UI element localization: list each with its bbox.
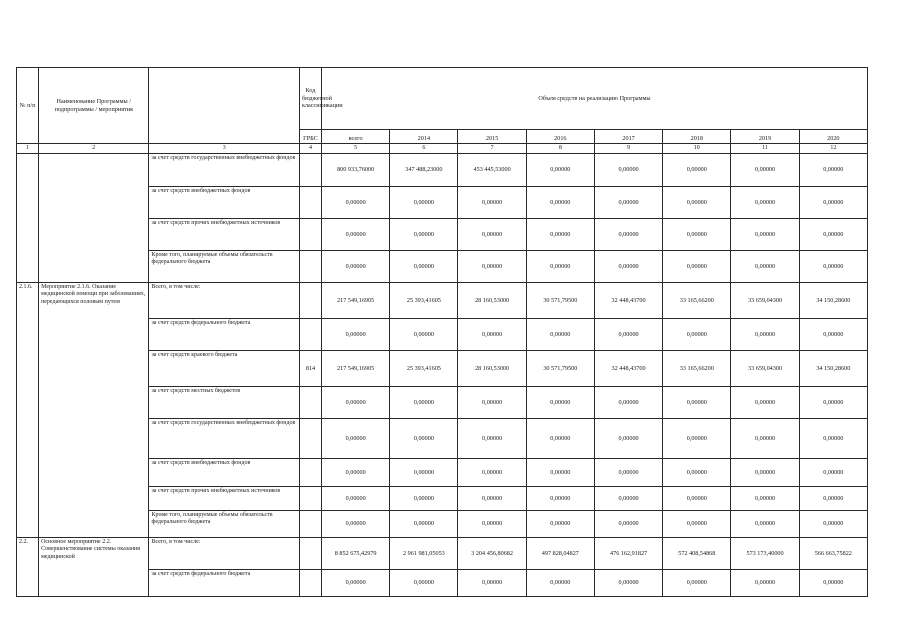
year-value: 0,00000 (390, 251, 458, 283)
year-value: 0,00000 (390, 570, 458, 597)
header-budget-code: Код бюджетной классификации (299, 68, 321, 130)
header-funding: Объем средств на реализацию Программы (322, 68, 868, 130)
year-value: 0,00000 (526, 251, 594, 283)
header-year: 2020 (799, 130, 867, 144)
year-value: 0,00000 (799, 154, 867, 187)
year-value: 0,00000 (799, 219, 867, 251)
year-value: 0,00000 (390, 319, 458, 351)
year-value: 28 160,53000 (458, 283, 526, 319)
year-value: 0,00000 (731, 419, 799, 459)
year-value: 476 162,91827 (594, 538, 662, 570)
year-value: 0,00000 (731, 487, 799, 511)
header-year: 2018 (663, 130, 731, 144)
grbs-code (299, 283, 321, 319)
year-value: 0,00000 (663, 570, 731, 597)
year-value: 0,00000 (390, 459, 458, 487)
year-value: 0,00000 (390, 187, 458, 219)
header-year: 2015 (458, 130, 526, 144)
grbs-code (299, 219, 321, 251)
grbs-code (299, 538, 321, 570)
year-value: 573 173,40000 (731, 538, 799, 570)
grbs-code: 814 (299, 351, 321, 387)
year-value: 0,00000 (663, 219, 731, 251)
year-value: 497 828,04827 (526, 538, 594, 570)
year-value: 0,00000 (731, 219, 799, 251)
funding-source: Всего, в том числе: (149, 283, 300, 319)
header-year: 2017 (594, 130, 662, 144)
grbs-code (299, 570, 321, 597)
year-value: 572 408,54868 (663, 538, 731, 570)
year-value: 0,00000 (458, 219, 526, 251)
header-year: 2014 (390, 130, 458, 144)
row-name: Основное мероприятие 2.2. Совершенствование системы оказания медицинской (39, 538, 149, 597)
year-value: 0,00000 (731, 251, 799, 283)
column-index: 6 (390, 144, 458, 154)
year-value: 0,00000 (526, 319, 594, 351)
funding-source: Кроме того, планируемые объемы обязательств федерального бюджета (149, 511, 300, 538)
grbs-code (299, 487, 321, 511)
year-value: 33 659,04300 (731, 283, 799, 319)
funding-source: за счет средств краевого бюджета (149, 351, 300, 387)
grbs-code (299, 187, 321, 219)
total-value: 8 852 675,42979 (322, 538, 390, 570)
year-value: 0,00000 (799, 187, 867, 219)
total-value: 0,00000 (322, 511, 390, 538)
header-total: всего (322, 130, 390, 144)
year-value: 0,00000 (458, 187, 526, 219)
year-value: 0,00000 (799, 251, 867, 283)
year-value: 0,00000 (731, 154, 799, 187)
year-value: 0,00000 (458, 251, 526, 283)
column-index: 9 (594, 144, 662, 154)
column-index: 3 (149, 144, 300, 154)
total-value: 800 933,76000 (322, 154, 390, 187)
year-value: 0,00000 (526, 511, 594, 538)
funding-source: за счет средств федерального бюджета (149, 570, 300, 597)
year-value: 0,00000 (594, 419, 662, 459)
year-value: 33 659,04300 (731, 351, 799, 387)
funding-source: за счет средств государственных внебюджетных фондов (149, 419, 300, 459)
grbs-code (299, 251, 321, 283)
year-value: 0,00000 (458, 511, 526, 538)
year-value: 0,00000 (799, 419, 867, 459)
total-value: 0,00000 (322, 251, 390, 283)
row-number: 2.1.6. (17, 283, 39, 538)
year-value: 0,00000 (526, 487, 594, 511)
header-year: 2016 (526, 130, 594, 144)
year-value: 0,00000 (390, 511, 458, 538)
total-value: 217 549,16905 (322, 283, 390, 319)
total-value: 0,00000 (322, 570, 390, 597)
year-value: 0,00000 (594, 459, 662, 487)
funding-source: за счет средств государственных внебюджетных фондов (149, 154, 300, 187)
year-value: 0,00000 (663, 387, 731, 419)
year-value: 30 571,79500 (526, 283, 594, 319)
total-value: 0,00000 (322, 387, 390, 419)
year-value: 0,00000 (458, 387, 526, 419)
row-number (17, 154, 39, 283)
year-value: 34 150,28600 (799, 351, 867, 387)
total-value: 0,00000 (322, 419, 390, 459)
year-value: 566 663,75822 (799, 538, 867, 570)
year-value: 0,00000 (799, 387, 867, 419)
year-value: 0,00000 (663, 187, 731, 219)
year-value: 32 448,43700 (594, 283, 662, 319)
year-value: 0,00000 (663, 487, 731, 511)
funding-source: Кроме того, планируемые объемы обязательств федерального бюджета (149, 251, 300, 283)
year-value: 0,00000 (526, 387, 594, 419)
year-value: 0,00000 (526, 154, 594, 187)
year-value: 25 393,41605 (390, 351, 458, 387)
year-value: 0,00000 (731, 459, 799, 487)
year-value: 0,00000 (663, 459, 731, 487)
year-value: 0,00000 (594, 487, 662, 511)
funding-source: Всего, в том числе: (149, 538, 300, 570)
grbs-code (299, 419, 321, 459)
year-value: 0,00000 (390, 219, 458, 251)
year-value: 3 204 456,80682 (458, 538, 526, 570)
year-value: 30 571,79500 (526, 351, 594, 387)
column-index-row (17, 144, 868, 154)
column-index: 10 (663, 144, 731, 154)
table-row (17, 154, 868, 187)
year-value: 0,00000 (799, 511, 867, 538)
year-value: 0,00000 (594, 251, 662, 283)
year-value: 0,00000 (663, 419, 731, 459)
total-value: 0,00000 (322, 319, 390, 351)
year-value: 0,00000 (663, 511, 731, 538)
program-funding-table (16, 67, 868, 597)
grbs-code (299, 387, 321, 419)
funding-source: за счет средств внебюджетных фондов (149, 187, 300, 219)
year-value: 0,00000 (458, 419, 526, 459)
year-value: 0,00000 (663, 319, 731, 351)
year-value: 32 448,43700 (594, 351, 662, 387)
year-value: 0,00000 (458, 487, 526, 511)
year-value: 0,00000 (731, 319, 799, 351)
year-value: 25 393,41605 (390, 283, 458, 319)
year-value: 0,00000 (663, 154, 731, 187)
year-value: 28 160,53000 (458, 351, 526, 387)
column-index: 5 (322, 144, 390, 154)
year-value: 0,00000 (526, 419, 594, 459)
year-value: 33 165,66200 (663, 351, 731, 387)
year-value: 0,00000 (731, 387, 799, 419)
total-value: 0,00000 (322, 459, 390, 487)
year-value: 0,00000 (458, 319, 526, 351)
grbs-code (299, 154, 321, 187)
year-value: 0,00000 (458, 570, 526, 597)
funding-source: за счет средств прочих внебюджетных источников (149, 219, 300, 251)
total-value: 0,00000 (322, 187, 390, 219)
grbs-code (299, 459, 321, 487)
year-value: 0,00000 (731, 511, 799, 538)
column-index: 2 (39, 144, 149, 154)
year-value: 33 165,66200 (663, 283, 731, 319)
funding-source: за счет средств внебюджетных фондов (149, 459, 300, 487)
year-value: 0,00000 (526, 459, 594, 487)
header-blank (149, 68, 300, 144)
year-value: 0,00000 (594, 219, 662, 251)
year-value: 0,00000 (799, 319, 867, 351)
year-value: 0,00000 (390, 387, 458, 419)
year-value: 0,00000 (663, 251, 731, 283)
year-value: 0,00000 (594, 319, 662, 351)
column-index: 11 (731, 144, 799, 154)
year-value: 0,00000 (799, 570, 867, 597)
header-grbs: ГРБС (299, 130, 321, 144)
year-value: 0,00000 (594, 154, 662, 187)
table-row (17, 538, 868, 570)
funding-source: за счет средств федерального бюджета (149, 319, 300, 351)
header-num: № п/п (17, 68, 39, 144)
year-value: 0,00000 (526, 219, 594, 251)
row-number: 2.2. (17, 538, 39, 597)
year-value: 0,00000 (458, 459, 526, 487)
year-value: 0,00000 (526, 570, 594, 597)
year-value: 0,00000 (594, 387, 662, 419)
header-name: Наименование Программы / подпрограммы / мероприятия (39, 68, 149, 144)
row-name (39, 154, 149, 283)
column-index: 1 (17, 144, 39, 154)
header-year: 2019 (731, 130, 799, 144)
funding-source: за счет средств прочих внебюджетных источников (149, 487, 300, 511)
year-value: 0,00000 (731, 187, 799, 219)
grbs-code (299, 511, 321, 538)
column-index: 12 (799, 144, 867, 154)
year-value: 34 150,28600 (799, 283, 867, 319)
year-value: 2 961 981,05053 (390, 538, 458, 570)
total-value: 0,00000 (322, 487, 390, 511)
table-row (17, 283, 868, 319)
year-value: 0,00000 (799, 459, 867, 487)
year-value: 453 445,53000 (458, 154, 526, 187)
year-value: 0,00000 (390, 419, 458, 459)
year-value: 0,00000 (526, 187, 594, 219)
row-name: Мероприятие 2.1.6. Оказание медицинской помощи при заболеваниях, передающихся половым путем (39, 283, 149, 538)
column-index: 4 (299, 144, 321, 154)
grbs-code (299, 319, 321, 351)
column-index: 8 (526, 144, 594, 154)
column-index: 7 (458, 144, 526, 154)
total-value: 0,00000 (322, 219, 390, 251)
year-value: 0,00000 (390, 487, 458, 511)
year-value: 347 488,23000 (390, 154, 458, 187)
year-value: 0,00000 (594, 187, 662, 219)
year-value: 0,00000 (731, 570, 799, 597)
year-value: 0,00000 (594, 511, 662, 538)
funding-source: за счет средств местных бюджетов (149, 387, 300, 419)
year-value: 0,00000 (594, 570, 662, 597)
total-value: 217 549,16905 (322, 351, 390, 387)
year-value: 0,00000 (799, 487, 867, 511)
